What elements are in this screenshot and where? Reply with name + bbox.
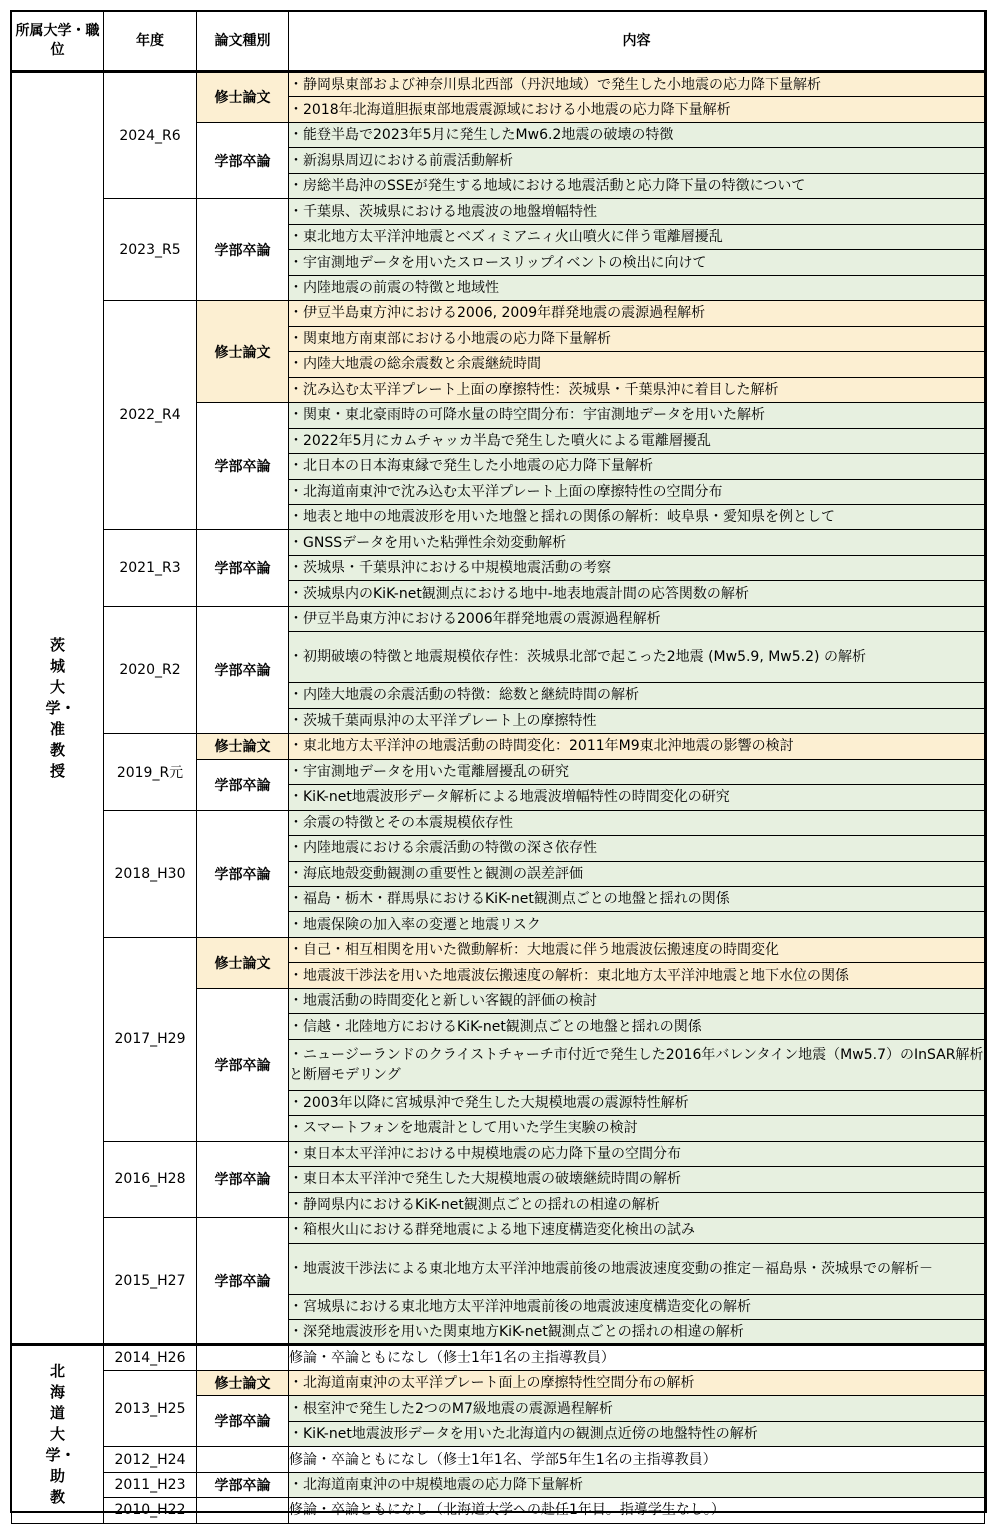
thesis-item: ・宮城県における東北地方太平洋沖地震前後の地震波速度構造変化の解析 <box>289 1294 985 1319</box>
thesis-item: ・茨城県内のKiK-net観測点における地中-地表地震計間の応答関数の解析 <box>289 581 985 606</box>
thesis-item: ・北海道南東沖の太平洋プレート面上の摩擦特性空間分布の解析 <box>289 1370 985 1395</box>
thesis-item: ・東北地方太平洋沖地震とベズィミアニィ火山噴火に伴う電離層擾乱 <box>289 224 985 249</box>
year-cell: 2020_R2 <box>104 606 197 733</box>
year-cell: 2015_H27 <box>104 1218 197 1345</box>
thesis-item: ・スマートフォンを地震計として用いた学生実験の検討 <box>289 1116 985 1141</box>
year-cell: 2018_H30 <box>104 810 197 937</box>
thesis-item: ・自己・相互相関を用いた微動解析：大地震に伴う地震波伝搬速度の時間変化 <box>289 937 985 962</box>
thesis-item: ・信越・北陸地方におけるKiK-net観測点ごとの地盤と揺れの関係 <box>289 1014 985 1039</box>
type-cell: 修士論文 <box>197 734 289 759</box>
year-cell: 2023_R5 <box>104 199 197 301</box>
thesis-item: ・茨城県・千葉県沖における中規模地震活動の考察 <box>289 555 985 580</box>
institution-cell <box>12 72 104 1345</box>
table-row <box>12 72 985 97</box>
table-body <box>12 72 985 1524</box>
year-cell: 2021_R3 <box>104 530 197 606</box>
year-cell: 2016_H28 <box>104 1141 197 1217</box>
year-cell: 2014_H26 <box>104 1345 197 1370</box>
thesis-item: ・千葉県、茨城県における地震波の地盤増幅特性 <box>289 199 985 224</box>
thesis-item: ・箱根火山における群発地震による地下速度構造変化検出の試み <box>289 1218 985 1243</box>
type-cell: 学部卒論 <box>197 122 289 198</box>
content-note: 修論・卒論ともになし（北海道大学への赴任1年目。指導学生なし。） <box>289 1498 985 1523</box>
thesis-item: ・2003年以降に宮城県沖で発生した大規模地震の震源特性解析 <box>289 1090 985 1115</box>
table-row <box>12 1472 985 1497</box>
table-row <box>12 1141 985 1166</box>
thesis-item: ・東日本太平洋沖で発生した大規模地震の破壊継続時間の解析 <box>289 1167 985 1192</box>
institution-label: 茨城大学・准教授 <box>45 635 76 780</box>
type-cell-empty <box>197 1345 289 1370</box>
thesis-item: ・内陸地震における余震活動の特徴の深さ依存性 <box>289 836 985 861</box>
thesis-item: ・KiK-net地震波形データ解析による地震波増幅特性の時間変化の研究 <box>289 785 985 810</box>
thesis-item: ・伊豆半島東方沖における2006, 2009年群発地震の震源過程解析 <box>289 301 985 326</box>
thesis-item: ・静岡県東部および神奈川県北西部（丹沢地域）で発生した小地震の応力降下量解析 <box>289 72 985 97</box>
thesis-item: ・2022年5月にカムチャッカ半島で発生した噴火による電離層擾乱 <box>289 428 985 453</box>
content-note: 修論・卒論ともになし（修士1年1名、学部5年生1名の主指導教員） <box>289 1447 985 1472</box>
thesis-item: ・内陸大地震の余震活動の特徴：総数と継続時間の解析 <box>289 683 985 708</box>
year-cell: 2019_R元 <box>104 734 197 810</box>
thesis-item: ・根室沖で発生した2つのM7級地震の震源過程解析 <box>289 1396 985 1421</box>
type-cell-empty <box>197 1447 289 1472</box>
table-row <box>12 1345 985 1370</box>
table-row <box>12 734 985 759</box>
year-cell: 2017_H29 <box>104 937 197 1141</box>
table-row <box>12 810 985 835</box>
type-cell: 学部卒論 <box>197 1141 289 1217</box>
type-cell: 学部卒論 <box>197 403 289 530</box>
institution-label: 北海道大学・助教 <box>45 1362 76 1507</box>
type-cell: 学部卒論 <box>197 530 289 606</box>
header-row <box>12 12 985 72</box>
content-note: 修論・卒論ともになし（修士1年1名の主指導教員） <box>289 1345 985 1370</box>
thesis-item: ・2018年北海道胆振東部地震震源域における小地震の応力降下量解析 <box>289 97 985 122</box>
thesis-item: ・内陸大地震の総余震数と余震継続時間 <box>289 352 985 377</box>
thesis-item: ・関東・東北豪雨時の可降水量の時空間分布：宇宙測地データを用いた解析 <box>289 403 985 428</box>
year-cell: 2010_H22 <box>104 1498 197 1523</box>
thesis-item: ・地震波干渉法による東北地方太平洋沖地震前後の地震波速度変動の推定－福島県・茨城県での解析－ <box>289 1243 985 1294</box>
type-cell: 修士論文 <box>197 937 289 988</box>
type-cell: 学部卒論 <box>197 988 289 1141</box>
type-cell: 修士論文 <box>197 1370 289 1395</box>
type-cell: 修士論文 <box>197 72 289 123</box>
thesis-item: ・関東地方南東部における小地震の応力降下量解析 <box>289 326 985 351</box>
type-cell: 学部卒論 <box>197 810 289 937</box>
thesis-item: ・内陸地震の前震の特徴と地域性 <box>289 275 985 300</box>
table-row <box>12 301 985 326</box>
type-cell: 学部卒論 <box>197 759 289 810</box>
thesis-item: ・深発地震波形を用いた関東地方KiK-net観測点ごとの揺れの相違の解析 <box>289 1319 985 1344</box>
thesis-item: ・東北地方太平洋沖の地震活動の時間変化：2011年M9東北沖地震の影響の検討 <box>289 734 985 759</box>
thesis-item: ・北海道南東沖の中規模地震の応力降下量解析 <box>289 1472 985 1497</box>
type-cell: 学部卒論 <box>197 199 289 301</box>
table-row <box>12 1447 985 1472</box>
thesis-item: ・北海道南東沖で沈み込む太平洋プレート上面の摩擦特性の空間分布 <box>289 479 985 504</box>
table-row <box>12 1218 985 1243</box>
year-cell: 2013_H25 <box>104 1370 197 1446</box>
thesis-item: ・宇宙測地データを用いたスロースリップイベントの検出に向けて <box>289 250 985 275</box>
type-cell: 修士論文 <box>197 301 289 403</box>
thesis-item: ・地表と地中の地震波形を用いた地盤と揺れの関係の解析：岐阜県・愛知県を例として <box>289 504 985 529</box>
year-cell: 2022_R4 <box>104 301 197 530</box>
table-row <box>12 606 985 631</box>
thesis-item: ・新潟県周辺における前震活動解析 <box>289 148 985 173</box>
thesis-item: ・余震の特徴とその本震規模依存性 <box>289 810 985 835</box>
type-cell: 学部卒論 <box>197 1472 289 1497</box>
header-year: 年度 <box>104 12 197 72</box>
thesis-item: ・北日本の日本海東縁で発生した小地震の応力降下量解析 <box>289 454 985 479</box>
thesis-item: ・地震波干渉法を用いた地震波伝搬速度の解析：東北地方太平洋沖地震と地下水位の関係 <box>289 963 985 988</box>
thesis-item: ・海底地殻変動観測の重要性と観測の誤差評価 <box>289 861 985 886</box>
table-row <box>12 530 985 555</box>
header-institution: 所属大学・職位 <box>12 12 104 72</box>
year-cell: 2024_R6 <box>104 72 197 199</box>
institution-cell <box>12 1345 104 1523</box>
thesis-item: ・地震保険の加入率の変遷と地震リスク <box>289 912 985 937</box>
year-cell: 2012_H24 <box>104 1447 197 1472</box>
table-row <box>12 937 985 962</box>
thesis-item: ・茨城千葉両県沖の太平洋プレート上の摩擦特性 <box>289 708 985 733</box>
thesis-item: ・GNSSデータを用いた粘弾性余効変動解析 <box>289 530 985 555</box>
header-type: 論文種別 <box>197 12 289 72</box>
thesis-item: ・初期破壊の特徴と地震規模依存性：茨城県北部で起こった2地震 (Mw5.9, Mw5.2) の解析 <box>289 632 985 683</box>
table-row <box>12 199 985 224</box>
thesis-item: ・静岡県内におけるKiK-net観測点ごとの揺れの相違の解析 <box>289 1192 985 1217</box>
thesis-item: ・東日本太平洋沖における中規模地震の応力降下量の空間分布 <box>289 1141 985 1166</box>
thesis-item: ・宇宙測地データを用いた電離層擾乱の研究 <box>289 759 985 784</box>
table-row <box>12 1498 985 1523</box>
header-content: 内容 <box>289 12 985 72</box>
thesis-item: ・伊豆半島東方沖における2006年群発地震の震源過程解析 <box>289 606 985 631</box>
thesis-item: ・ニュージーランドのクライストチャーチ市付近で発生した2016年バレンタイン地震（Mw5.7）のInSAR解析と断層モデリング <box>289 1039 985 1090</box>
thesis-table <box>11 11 985 1524</box>
type-cell: 学部卒論 <box>197 606 289 733</box>
thesis-item: ・地震活動の時間変化と新しい客観的評価の検討 <box>289 988 985 1013</box>
thesis-item: ・房総半島沖のSSEが発生する地域における地震活動と応力降下量の特徴について <box>289 173 985 198</box>
year-cell: 2011_H23 <box>104 1472 197 1497</box>
thesis-item: ・能登半島で2023年5月に発生したMw6.2地震の破壊の特徴 <box>289 122 985 147</box>
type-cell: 学部卒論 <box>197 1218 289 1345</box>
thesis-item: ・福島・栃木・群馬県におけるKiK-net観測点ごとの地盤と揺れの関係 <box>289 887 985 912</box>
type-cell: 学部卒論 <box>197 1396 289 1447</box>
thesis-item: ・沈み込む太平洋プレート上面の摩擦特性：茨城県・千葉県沖に着目した解析 <box>289 377 985 402</box>
table-row <box>12 1370 985 1395</box>
thesis-item: ・KiK-net地震波形データを用いた北海道内の観測点近傍の地盤特性の解析 <box>289 1421 985 1446</box>
type-cell-empty <box>197 1498 289 1523</box>
